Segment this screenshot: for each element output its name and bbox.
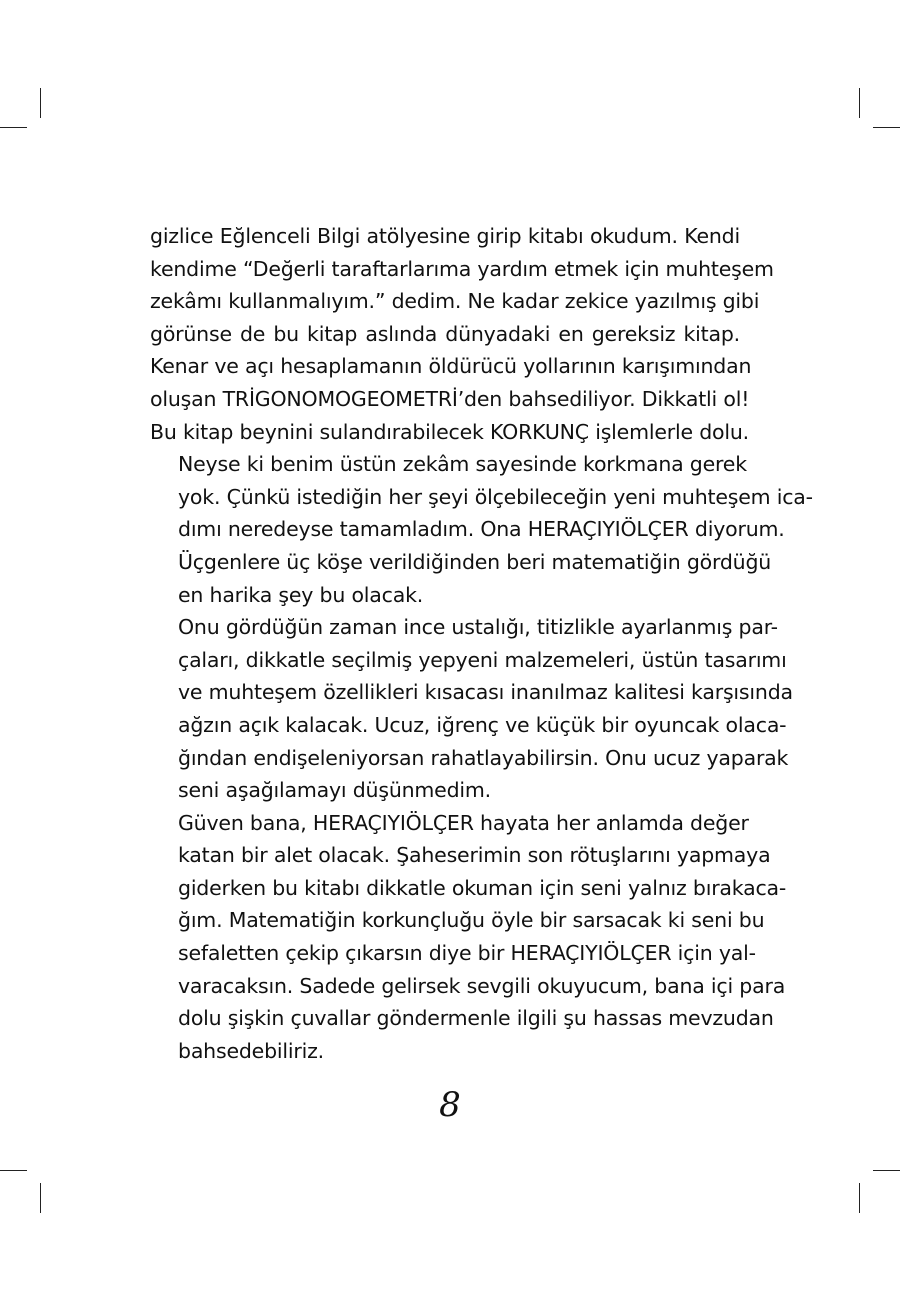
text-line: Kenar ve açı hesaplamanın öldürücü yollarının karışımından — [150, 354, 752, 379]
text-line: yok. Çünkü istediğin her şeyi ölçebileceğin yeni muhteşem ica- — [178, 484, 813, 509]
text-line: varacaksın. Sadede gelirsek sevgili okuyucum, bana içi para — [178, 973, 786, 998]
text-line: giderken bu kitabı dikkatle okuman için seni yalnız bırakaca- — [178, 875, 787, 900]
text-line: çaları, dikkatle seçilmiş yepyeni malzemeleri, üstün tasarımı — [178, 647, 787, 672]
text-line: kendime “Değerli taraftarlarıma yardım etmek için muhteşem — [150, 256, 774, 281]
text-line: ğından endişeleniyorsan rahatlayabilirsin. Onu ucuz yaparak — [178, 745, 789, 770]
text-line: Güven bana, HERAÇIYIÖLÇER hayata her anlamda değer — [178, 810, 749, 835]
text-line: dolu şişkin çuvallar göndermenle ilgili şu hassas mevzudan — [178, 1006, 774, 1031]
crop-mark-top-right-horizontal — [873, 127, 900, 128]
crop-mark-bottom-right-horizontal — [873, 1170, 900, 1171]
text-line: sefaletten çekip çıkarsın diye bir HERAÇIYIÖLÇER için yal- — [178, 941, 756, 966]
paragraph-2 — [150, 448, 813, 611]
text-line: gizlice Eğlenceli Bilgi atölyesine girip kitabı okudum. Kendi — [150, 224, 740, 248]
crop-mark-bottom-left-horizontal — [0, 1170, 27, 1171]
text-line: ağzın açık kalacak. Ucuz, iğrenç ve küçük bir oyuncak olaca- — [178, 712, 787, 737]
text-line: ğım. Matematiğin korkunçluğu öyle bir sarsacak ki seni bu — [178, 908, 765, 933]
text-line: oluşan TRİGONOMOGEOMETRİ’den bahsediliyor. Dikkatli ol! — [150, 386, 750, 411]
text-line: Bu kitap beynini sulandırabilecek KORKUNÇ işlemlerle dolu. — [150, 419, 749, 444]
page-number: 8 — [439, 1085, 461, 1125]
paragraph-3 — [150, 611, 793, 807]
text-line: Neyse ki benim üstün zekâm sayesinde korkmana gerek — [178, 452, 747, 477]
crop-mark-bottom-left-vertical — [40, 1183, 41, 1213]
text-line: zekâmı kullanmalıyım.” dedim. Ne kadar zekice yazılmış gibi — [150, 289, 760, 314]
text-line: en harika şey bu olacak. — [178, 582, 424, 607]
crop-mark-bottom-right-vertical — [859, 1183, 860, 1213]
text-line: dımı neredeyse tamamladım. Ona HERAÇIYIÖLÇER diyorum. — [178, 517, 785, 542]
paragraph-4 — [150, 807, 787, 1068]
crop-mark-top-right-vertical — [859, 88, 860, 118]
crop-mark-top-left-horizontal — [0, 127, 27, 128]
text-line: Onu gördüğün zaman ince ustalığı, titizlikle ayarlanmış par- — [178, 615, 778, 640]
crop-mark-top-left-vertical — [40, 88, 41, 118]
text-line: katan bir alet olacak. Şaheserimin son rötuşlarını yapmaya — [178, 843, 771, 868]
paragraph-1 — [150, 220, 774, 448]
text-line: seni aşağılamayı düşünmedim. — [178, 778, 491, 803]
text-line: ve muhteşem özellikleri kısacası inanılmaz kalitesi karşısında — [178, 680, 793, 705]
text-line: bahsedebiliriz. — [178, 1038, 324, 1063]
body-text — [150, 220, 813, 1067]
text-line: görünse de bu kitap aslında dünyadaki en gereksiz kitap. — [150, 321, 740, 346]
text-line: Üçgenlere üç köşe verildiğinden beri matematiğin gördüğü — [178, 549, 772, 574]
